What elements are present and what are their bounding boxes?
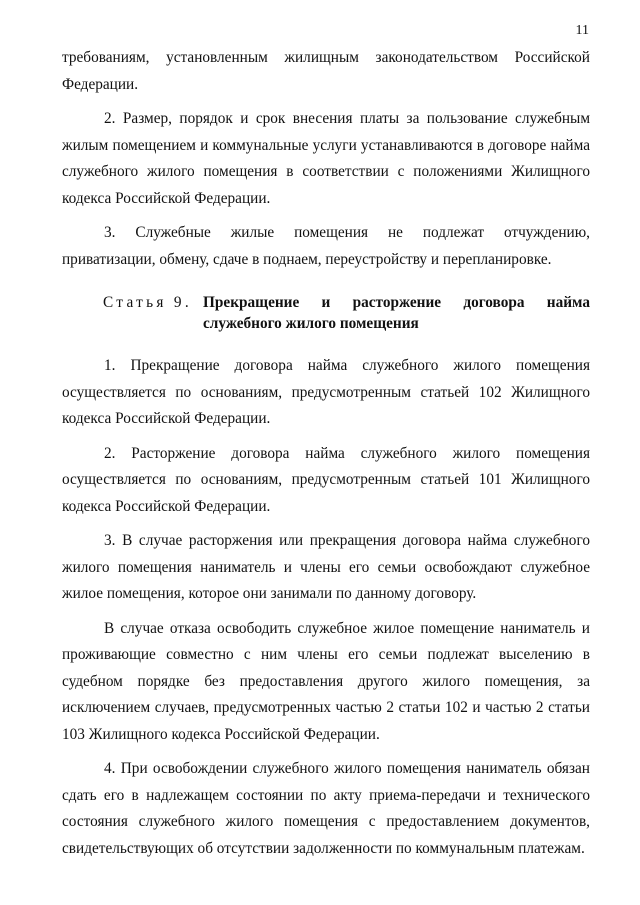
page-number: 11 [575, 23, 589, 38]
paragraph-eviction: В случае отказа освободить служебное жилое помещение наниматель и проживающие совместно с ним члены его семьи подлежат выселению в судебном порядке без предоставления другого жилого помещения, за исключением случаев, предусмотренных частью 2 статьи 102 и частью 2 статьи 103 Жилищного кодекса Российской Федерации. [62, 619, 590, 743]
paragraph-continuation: требованиям, установленным жилищным законодательством Российской Федерации. [62, 49, 590, 93]
paragraph-article-item-2: 2. Расторжение договора найма служебного жилого помещения осуществляется по основаниям, предусмотренным статьей 101 Жилищного кодекса Российской Федерации. [62, 444, 590, 515]
paragraph-article-item-3: 3. В случае расторжения или прекращения договора найма служебного жилого помещения наниматель и члены его семьи освобождают служебное жилое помещения, которое они занимали по данному договору. [62, 532, 590, 602]
article-title: Прекращение и расторжение договора найма служебного жилого помещения [203, 294, 590, 332]
document-body [62, 45, 590, 870]
paragraph-article-item-1: 1. Прекращение договора найма служебного жилого помещения осуществляется по основаниям, предусмотренным статьей 102 Жилищного кодекса Российской Федерации. [62, 357, 590, 427]
article-label: Статья 9. [103, 294, 192, 311]
paragraph-article-item-4: 4. При освобождении служебного жилого помещения наниматель обязан сдать его в надлежащем состоянии по акту приема-передачи и технического состояния служебного жилого помещения с предоставлением документов, свидетельствующих об отсутствии задолженности по коммунальным платежам. [62, 760, 590, 857]
article-heading [62, 292, 590, 334]
paragraph-item-3: 3. Служебные жилые помещения не подлежат отчуждению, приватизации, обмену, сдаче в поднаем, переустройству и перепланировке. [62, 224, 590, 268]
paragraph-item-2: 2. Размер, порядок и срок внесения платы за пользование служебным жилым помещением и коммунальные услуги устанавливаются в договоре найма служебного жилого помещения в соответствии с положениями Жилищного кодекса Российской Федерации. [62, 110, 590, 207]
